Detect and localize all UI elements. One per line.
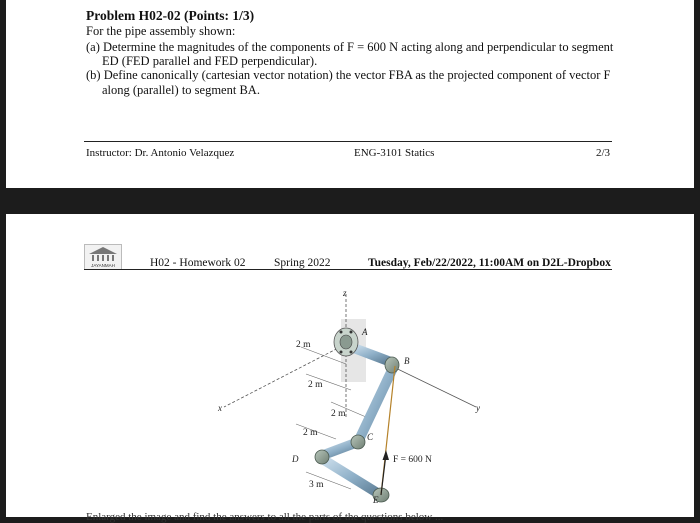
header-homework: H02 - Homework 02 [150, 257, 246, 269]
point-e-label: E [373, 495, 379, 505]
point-d-label: D [292, 454, 299, 464]
part-a-line-1: (a) Determine the magnitudes of the components of F = 600 N acting along and perpendicular to segment [86, 40, 614, 54]
force-arrow [381, 450, 389, 495]
problem-intro: For the pipe assembly shown: [86, 24, 236, 38]
dim-label-left: 2 m [303, 428, 318, 438]
cut-off-text: Enlarged the image and find the answers to all the parts of the questions below ... [86, 511, 444, 523]
flange-support-a [334, 328, 358, 356]
force-label: F = 600 N [393, 455, 432, 465]
pipe-assembly-figure [6, 214, 694, 517]
point-c-label: C [367, 432, 374, 442]
document-page-2 [6, 214, 694, 523]
footer-instructor: Instructor: Dr. Antonio Velazquez [86, 147, 235, 159]
axis-y-label: y [476, 403, 480, 413]
dim-label-top: 2 m [296, 340, 311, 350]
footer-rule [84, 141, 612, 142]
header-due-date: Tuesday, Feb/22/2022, 11:00AM on D2L-Dropbox [368, 257, 611, 269]
footer-page-number: 2/3 [596, 147, 611, 159]
dim-label-mid: 2 m [331, 409, 346, 419]
document-page-1 [6, 0, 694, 188]
part-b-line-1: (b) Define canonically (cartesian vector notation) the vector FBA as the projected component of vector F [86, 68, 611, 82]
point-a-label: A [362, 327, 368, 337]
header-term: Spring 2022 [274, 257, 331, 269]
logo-text: JAYANMAH [91, 263, 115, 268]
part-b-line-2: along (parallel) to segment BA. [102, 83, 260, 97]
point-b-label: B [404, 356, 410, 366]
part-a-line-2: ED (FED parallel and FED perpendicular). [102, 54, 318, 68]
dim-label-upper: 2 m [308, 380, 323, 390]
axis-z-label: z [343, 288, 347, 298]
problem-title: Problem H02-02 (Points: 1/3) [86, 8, 255, 23]
footer-course: ENG-3101 Statics [354, 147, 435, 159]
axis-x-label: x [218, 403, 222, 413]
dim-label-bottom: 3 m [309, 480, 324, 490]
